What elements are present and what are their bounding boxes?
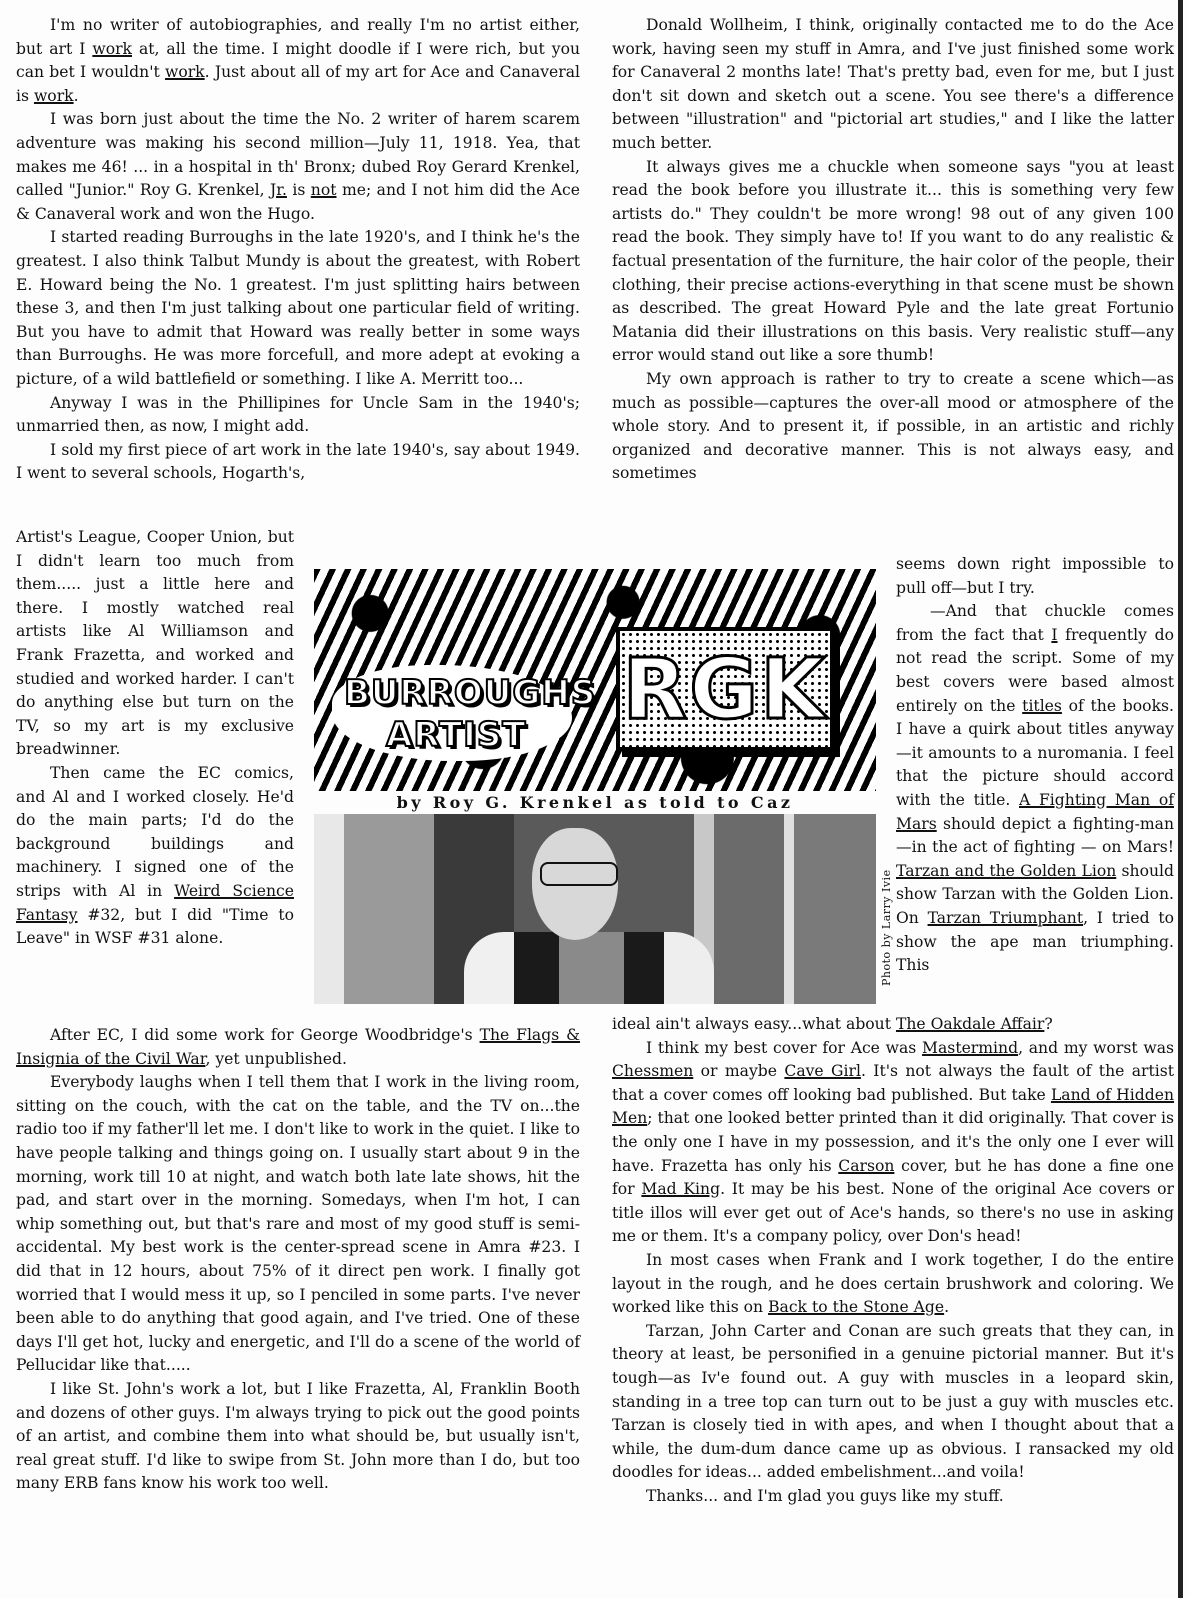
paragraph: Tarzan, John Carter and Conan are such greats that they can, in theory at least, be personified in a genuine pictorial manner. But it's tough—as Iv'e found out. A guy with muscles in a leopard skin, standing in a tree top can turn out to be just a guy with muscles etc. Tarzan is closely tied in with apes, and when I thought about that a while, the dum-dum dance came up as obvious. I ransacked my old doodles for ideas... added embelishment...and voila! xyxy=(612,1321,1174,1482)
paragraph-group xyxy=(16,14,580,486)
left-column-narrow xyxy=(16,526,294,951)
underlined-title: The Flags & Insignia of the Civil War xyxy=(16,1026,580,1068)
paragraph: In most cases when Frank and I work together, I do the entire layout in the rough, and he does certain brushwork and coloring. We worked like this on Back to the Stone Age. xyxy=(612,1250,1174,1317)
photo-figure-glasses xyxy=(540,862,618,886)
underlined-title: Mastermind xyxy=(922,1038,1019,1057)
underlined-title: Carson xyxy=(838,1156,895,1175)
photo-credit: Photo by Larry Ivie xyxy=(880,869,893,986)
left-column-bottom xyxy=(16,1024,580,1496)
paragraph: Anyway I was in the Phillipines for Uncle Sam in the 1940's; unmarried then, as now, I might add. xyxy=(16,393,580,436)
right-column-narrow xyxy=(896,553,1174,978)
paragraph: Thanks... and I'm glad you guys like my stuff. xyxy=(646,1486,1004,1505)
underlined-title: I xyxy=(1051,625,1058,644)
underlined-title: Land of Hidden Men xyxy=(612,1085,1174,1128)
underlined-title: work xyxy=(92,39,132,58)
paragraph: Artist's League, Cooper Union, but I didn't learn too much from them..... just a little here and there. I mostly watched real artists like Al Williamson and Frank Frazetta, and worked and studied and worked harder. I can't do anything else but turn on the TV, so my art is my exclusive breadwinner. xyxy=(16,528,294,759)
paragraph: After EC, I did some work for George Woodbridge's The Flags & Insignia of the Civil War, yet unpublished. xyxy=(16,1026,580,1068)
paragraph-group xyxy=(612,1013,1174,1508)
banner-title-line2: ARTIST xyxy=(386,715,527,755)
paragraph: I like St. John's work a lot, but I like Frazetta, Al, Franklin Booth and dozens of other guys. I'm always trying to pick out the good points of an artist, and combine them into what should be, but usually isn't, real great stuff. I'd like to swipe from St. John more than I do, but too many ERB fans know his work too well. xyxy=(16,1379,580,1493)
underlined-title: Chessmen xyxy=(612,1062,694,1081)
paragraph-group xyxy=(612,14,1174,486)
underlined-title: Tarzan and the Golden Lion xyxy=(896,861,1117,880)
underlined-title: Tarzan Triumphant xyxy=(927,908,1084,927)
underlined-title: The Oakdale Affair xyxy=(895,1015,1045,1033)
left-column-top xyxy=(16,14,580,486)
paragraph: I think my best cover for Ace was Mastermind, and my worst was Chessmen or maybe Cave Girl. It's not always the fault of the artist that a cover comes off looking bad published. But take Land of Hidden Men; that one looked better printed than it did originally. That cover is the only one I have in my possession, and it's the only one I ever will have. Frazetta has only his Carson cover, but he has done a fine one for Mad King. It may be his best. None of the original Ace covers or title illos will ever get out of Ace's hands, so there's no use in asking me or them. It's a company policy, over Don's head! xyxy=(612,1038,1175,1246)
photo-figure-body xyxy=(464,932,714,1004)
right-column-top xyxy=(612,14,1174,486)
paragraph: Donald Wollheim, I think, originally contacted me to do the Ace work, having seen my stuff in Amra, and I've just finished some work for Canaveral 2 months late! That's pretty bad, even for me, but I just don't sit down and sketch out a scene. You see there's a difference between "illustration" and "pictorial art studies," and I like the latter much better. xyxy=(612,16,1174,152)
underlined-title: work xyxy=(33,86,74,105)
right-column-bottom xyxy=(612,1013,1174,1508)
underlined-title: Back to the Stone Age xyxy=(768,1298,945,1317)
paragraph: I'm no writer of autobiographies, and really I'm no artist either, but art I work at, all the time. I might doodle if I were rich, but you can bet I wouldn't work. Just about all of my art for Ace and Canaveral is work. xyxy=(16,16,581,105)
underlined-title: Mad King xyxy=(641,1180,721,1199)
title-banner xyxy=(314,569,876,791)
paragraph: It always gives me a chuckle when someone says "you at least read the book before you illustrate it... this is something very few artists do." They couldn't be more wrong! 98 out of any given 100 read the book. They simply have to! If you want to do any realistic & factual presentation of the furniture, the hair color of the people, their clothing, their precise actions-everything in that scene must be shown as described. The great Howard Pyle and the late great Fortunio Matania did their illustrations on this basis. Very realistic stuff—any error would stand out like a sore thumb! xyxy=(612,157,1174,365)
banner-title-line1: BURROUGHS xyxy=(344,673,597,713)
paragraph: —And that chuckle comes from the fact that I frequently do not read the script. Some of my best covers were based almost entirely on the titles of the books. I have a quirk about titles anyway—it amounts to a nuromania. I feel that the picture should accord with the title. A Fighting Man of Mars should depict a fighting-man—in the act of fighting — on Mars! Tarzan and the Golden Lion should show Tarzan with the Golden Lion. On Tarzan Triumphant, I tried to show the ape man triumphing. This xyxy=(896,602,1174,975)
byline: by Roy G. Krenkel as told to Caz xyxy=(396,793,794,812)
underlined-title: Weird Science Fantasy xyxy=(16,881,294,924)
underlined-title: not xyxy=(310,181,337,200)
monogram: RGK xyxy=(622,640,828,738)
paragraph-group xyxy=(16,526,294,951)
author-photo xyxy=(314,814,876,1004)
underlined-title: Jr. xyxy=(269,181,287,200)
paragraph: Then came the EC comics, and Al and I worked closely. He'd do the main parts; I'd do the background buildings and machinery. I signed one of the strips with Al in Weird Science Fantasy #32, but I did "Time to Leave" in WSF #31 alone. xyxy=(16,763,294,948)
underlined-title: Cave Girl xyxy=(784,1062,861,1081)
paragraph: seems down right impossible to pull off—but I try. xyxy=(896,555,1174,597)
paragraph: I sold my first piece of art work in the late 1940's, say about 1949. I went to several schools, Hogarth's, xyxy=(16,440,580,483)
paragraph: ideal ain't always easy...what about The Oakdale Affair? xyxy=(612,1015,1053,1033)
underlined-title: work xyxy=(164,63,205,82)
paragraph-group xyxy=(16,1024,580,1496)
underlined-title: A Fighting Man of Mars xyxy=(896,790,1174,833)
monogram-box xyxy=(616,627,834,751)
paragraph: I was born just about the time the No. 2 writer of harem scarem adventure was making his second million—July 11, 1918. Yea, that makes me 46! ... in a hospital in th' Bronx; dubed Roy Gerard Krenkel, called "Junior." Roy G. Krenkel, Jr. is not me; and I not him did the Ace & Canaveral work and won the Hugo. xyxy=(16,110,580,223)
paragraph: Everybody laughs when I tell them that I work in the living room, sitting on the couch, with the cat on the table, and the TV on...the radio too if my father'll let me. I don't like to work in the quiet. I like to have people talking and things going on. I usually start about 9 in the morning, work till 10 at night, and watch both late late shows, hit the pad, and start over in the morning. Somedays, when I'm hot, I can whip something out, but that's rare and most of my good stuff is semi-accidental. My best work is the center-spread scene in Amra #23. I did that in 12 hours, about 75% of it direct pen work. I finally got worried that I would mess it up, so I penciled in some parts. I've never been able to do anything that good again, and I've tried. One of these days I'll get hot, lucky and energetic, and I'll do a scene of the world of Pellucidar like that..... xyxy=(16,1073,580,1375)
paragraph-group xyxy=(896,553,1174,978)
underlined-title: titles xyxy=(1022,696,1062,715)
paragraph: My own approach is rather to try to create a scene which—as much as possible—captures the over-all mood or atmosphere of the whole story. And to present it, if possible, in an artistic and richly organized and decorative manner. This is not always easy, and sometimes xyxy=(612,369,1174,483)
paragraph: I started reading Burroughs in the late 1920's, and I think he's the greatest. I also think Talbut Mundy is about the greatest, with Robert E. Howard being the No. 1 greatest. I'm just splitting hairs between these 3, and then I'm just talking about one particular field of writing. But you have to admit that Howard was really better in some ways than Burroughs. He was more forcefull, and more adept at evoking a picture, of a wild battlefield or something. I like A. Merritt too... xyxy=(16,228,580,388)
